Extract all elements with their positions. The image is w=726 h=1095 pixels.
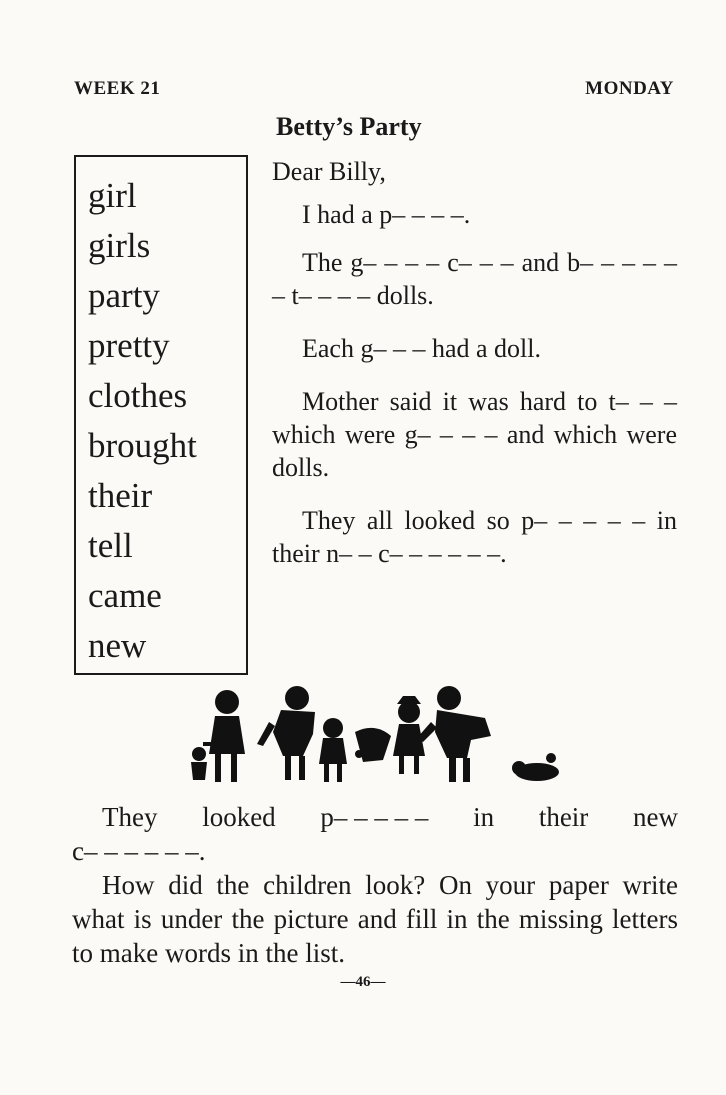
word-list-box xyxy=(74,155,248,675)
children-silhouette-icon xyxy=(185,682,565,790)
caption-word: looked xyxy=(202,802,276,832)
letter-paragraph: The g– – – – c– – – and b– – – – – – t– – – – dolls. xyxy=(272,248,677,310)
page-number: —46— xyxy=(340,974,386,990)
word-list-item: tell xyxy=(88,526,133,565)
word-list-item: girls xyxy=(88,226,151,265)
caption-line-2: c– – – – – –. xyxy=(72,836,206,866)
caption-word: new xyxy=(633,802,678,832)
caption-word: their xyxy=(538,802,589,832)
word-list-item: brought xyxy=(88,426,197,465)
page-title: Betty’s Party xyxy=(276,112,422,141)
word-list-item: pretty xyxy=(88,326,170,365)
letter-paragraph: Each g– – – had a doll. xyxy=(302,334,541,363)
word-list-item: new xyxy=(88,626,147,665)
word-list-item: clothes xyxy=(88,376,188,415)
day-label: MONDAY xyxy=(585,78,674,99)
letter-paragraph: Mother said it was hard to t– – – which were g– – – – and which were dolls. xyxy=(272,387,677,482)
picture-caption xyxy=(72,800,678,868)
letter-greeting: Dear Billy, xyxy=(272,157,386,186)
instructions-text: How did the children look? On your paper write what is under the picture and fill in the missing letters to make words in the list. xyxy=(72,870,678,968)
caption-line-1 xyxy=(72,800,678,834)
word-list-item: party xyxy=(88,276,160,315)
letter-text xyxy=(272,155,677,590)
caption-word: p– – – – – xyxy=(320,802,429,832)
caption-word: They xyxy=(102,802,158,832)
word-list-item: their xyxy=(88,476,153,515)
caption-word: in xyxy=(473,802,495,832)
word-list-item: came xyxy=(88,576,162,615)
word-list-item: girl xyxy=(88,176,137,215)
week-label: WEEK 21 xyxy=(74,78,161,99)
letter-paragraph: I had a p– – – –. xyxy=(302,200,471,229)
letter-paragraph: They all looked so p– – – – – in their n– – c– – – – – –. xyxy=(272,506,677,568)
